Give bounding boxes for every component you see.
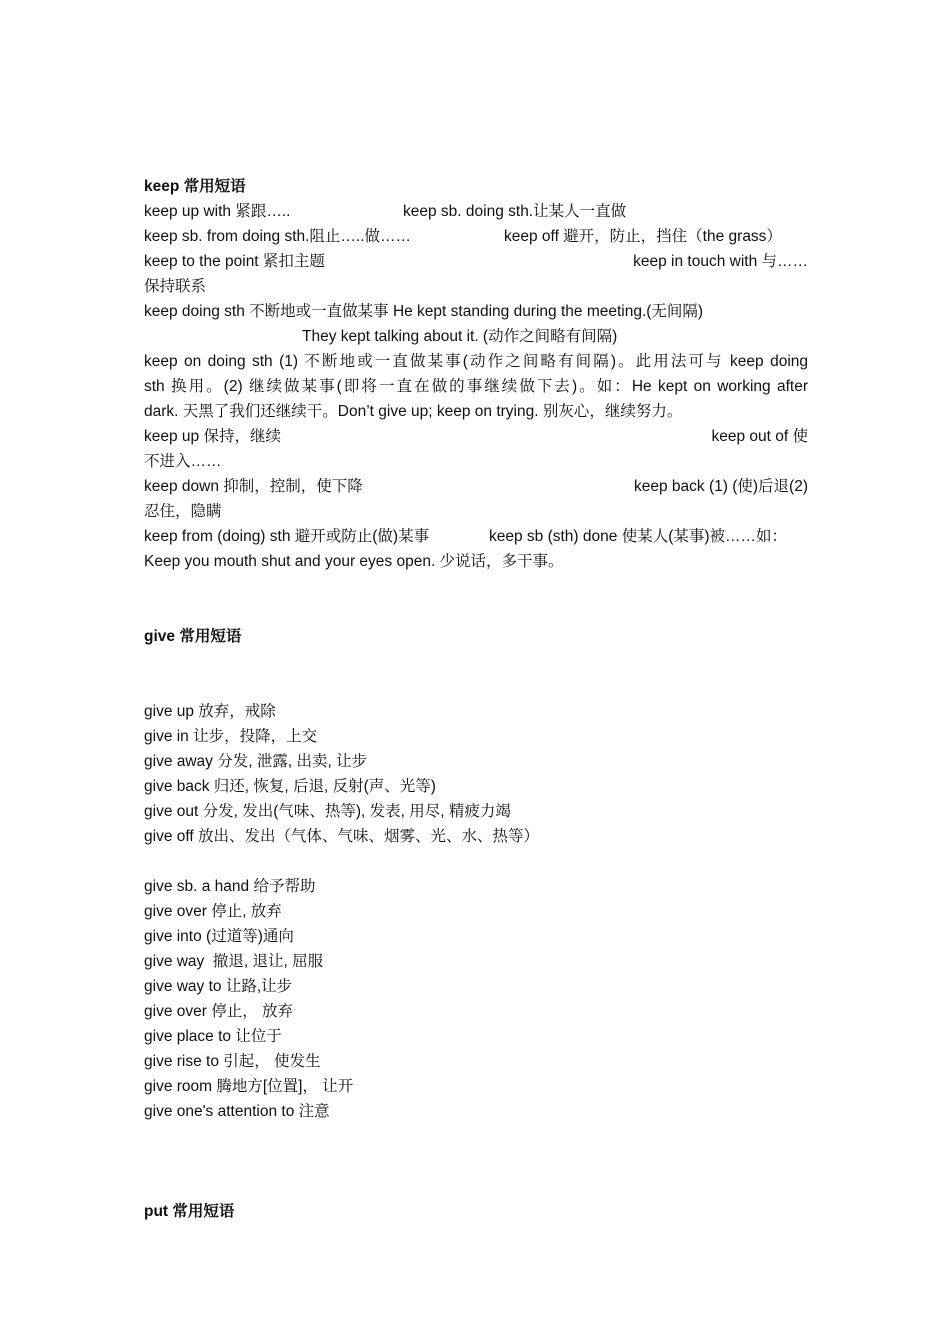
list-item: give way 撤退, 退让, 屈服 [144, 953, 324, 970]
list-item: give over 停止， 放弃 [144, 1003, 294, 1020]
keep-line-14 [144, 524, 808, 549]
keep-to-the-point: keep to the point 紧扣主题 [144, 253, 325, 270]
keep-back: keep back (1) (使)后退(2) [634, 478, 808, 495]
keep-out-of: keep out of 使 [711, 428, 808, 445]
list-item: give way to 让路,让步 [144, 978, 293, 995]
keep-line-10 [144, 424, 808, 449]
list-item: give out 分发, 发出(气味、热等), 发表, 用尽, 精疲力竭 [144, 803, 511, 820]
keep-off: keep off 避开，防止，挡住（the grass） [504, 228, 782, 245]
keep-up: keep up 保持，继续 [144, 428, 281, 445]
list-item: give back 归还, 恢复, 后退, 反射(声、光等) [144, 778, 436, 795]
keep-sb-doing: keep sb. doing sth.让某人一直做 [403, 203, 627, 220]
list-item: give sb. a hand 给予帮助 [144, 878, 316, 895]
list-item: give in 让步，投降，上交 [144, 728, 318, 745]
keep-line-6: They kept talking about it. (动作之间略有间隔) [302, 328, 618, 345]
keep-from: keep from (doing) sth 避开或防止(做)某事 [144, 528, 430, 545]
list-item: give off 放出、发出（气体、气味、烟雾、光、水、热等） [144, 828, 540, 845]
keep-line-4: 保持联系 [144, 278, 207, 295]
list-item: give over 停止, 放弃 [144, 903, 282, 920]
list-item: give up 放弃，戒除 [144, 703, 276, 720]
keep-line-12 [144, 474, 808, 499]
keep-heading: keep 常用短语 [144, 178, 246, 195]
keep-line-11: 不进入…… [144, 453, 222, 470]
list-item: give into (过道等)通向 [144, 928, 294, 945]
list-item: give away 分发, 泄露, 出卖, 让步 [144, 753, 368, 770]
keep-up-with: keep up with 紧跟….. [144, 203, 291, 220]
list-item: give rise to 引起， 使发生 [144, 1053, 321, 1070]
document-page [144, 174, 808, 1224]
list-item: give one's attention to 注意 [144, 1103, 330, 1120]
keep-line-8: sth 换用。(2) 继续做某事(即将一直在做的事继续做下去)。如：He kept on working after [144, 378, 808, 395]
keep-line-3 [144, 249, 808, 274]
keep-line-9: dark. 天黑了我们还继续干。Don’t give up; keep on trying. 别灰心，继续努力。 [144, 403, 683, 420]
keep-line-1 [144, 199, 808, 224]
keep-down: keep down 抑制，控制，使下降 [144, 478, 363, 495]
keep-line-13: 忍住，隐瞒 [144, 503, 222, 520]
keep-sb-from: keep sb. from doing sth.阻止…..做…… [144, 228, 412, 245]
put-heading: put 常用短语 [144, 1203, 235, 1220]
list-item: give place to 让位于 [144, 1028, 282, 1045]
give-heading: give 常用短语 [144, 628, 242, 645]
keep-in-touch: keep in touch with 与…… [633, 253, 808, 270]
keep-line-7: keep on doing sth (1) 不断地或一直做某事(动作之间略有间隔)。此用法可与 keep doing [144, 353, 808, 370]
keep-sb-done: keep sb (sth) done 使某人(某事)被……如： [489, 528, 788, 545]
list-item: give room 腾地方[位置]， 让开 [144, 1078, 354, 1095]
keep-line-5: keep doing sth 不断地或一直做某事 He kept standing during the meeting.(无间隔) [144, 303, 704, 320]
keep-line-2 [144, 224, 808, 249]
keep-line-15: Keep you mouth shut and your eyes open. 少说话，多干事。 [144, 553, 564, 570]
